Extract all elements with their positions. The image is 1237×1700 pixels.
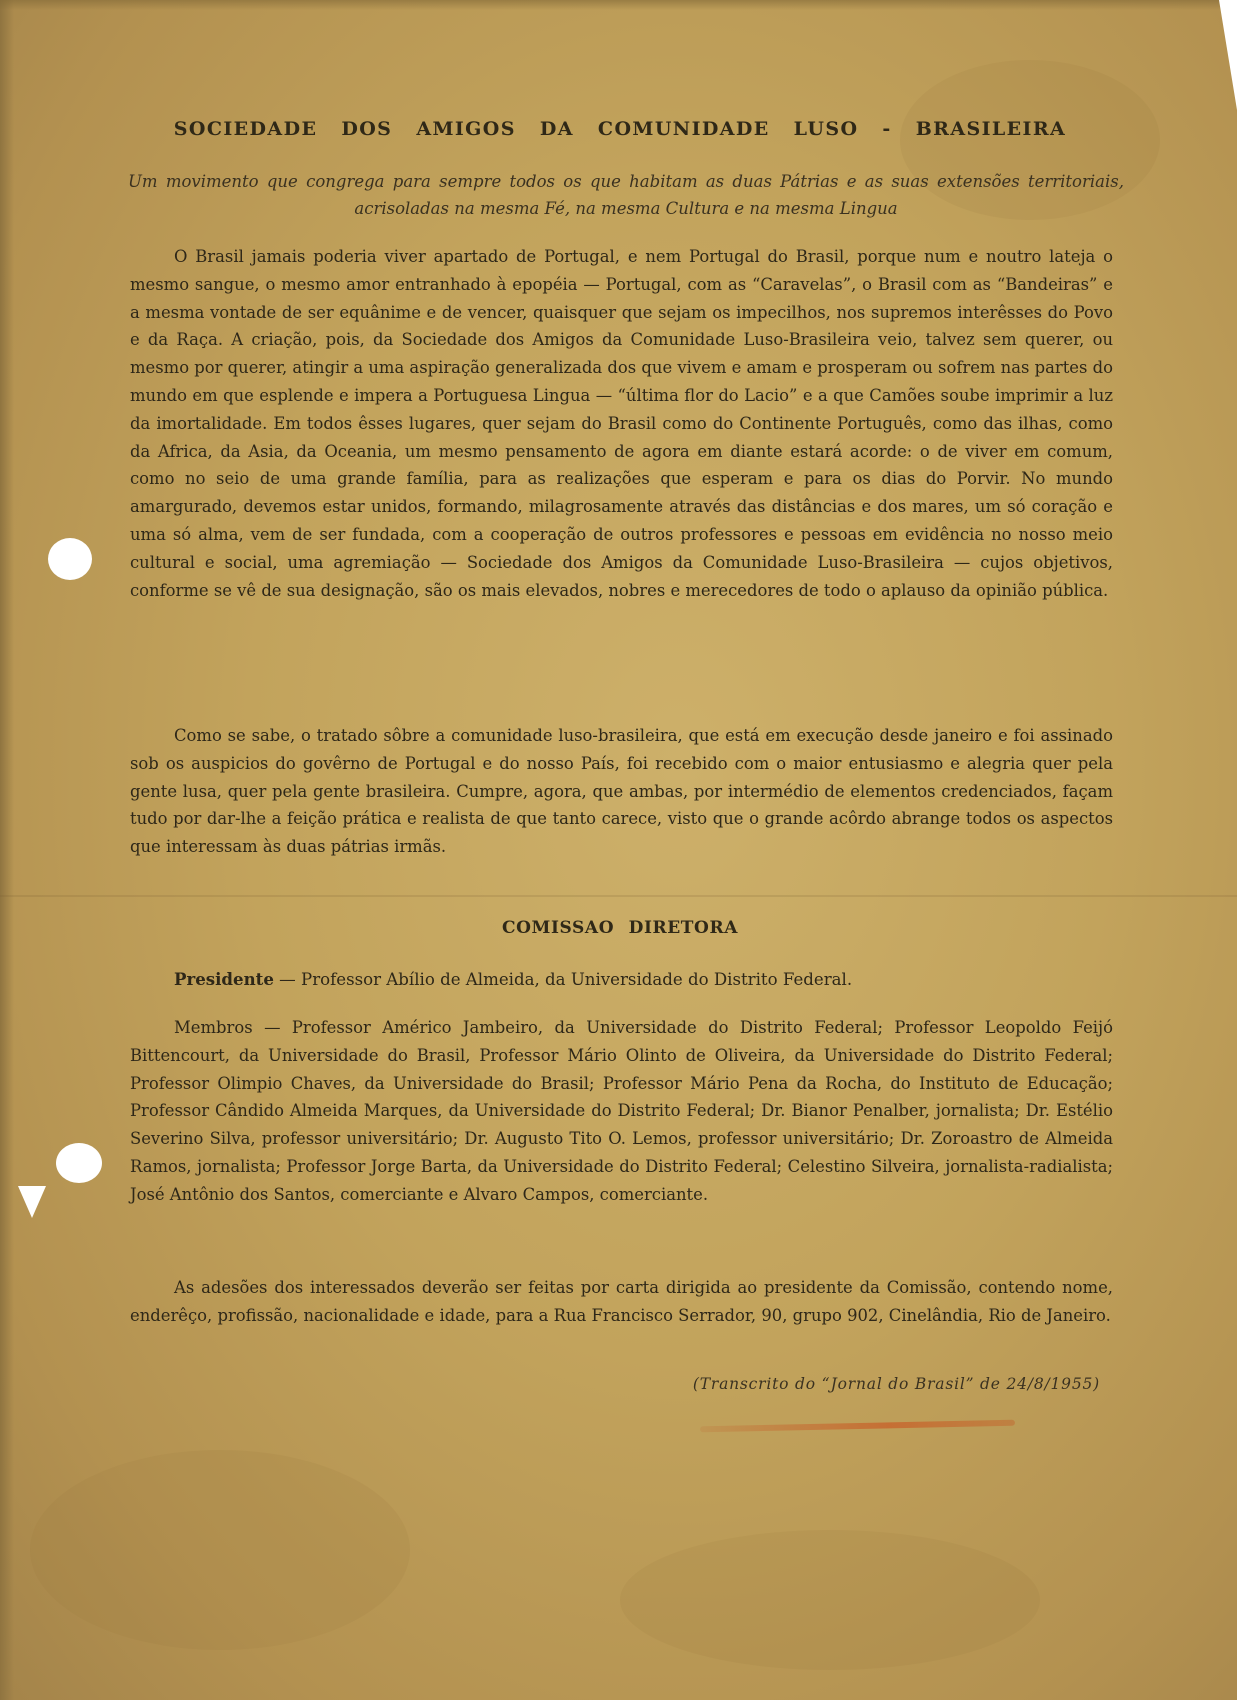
paper-stain — [30, 1450, 410, 1650]
president-text: — Professor Abílio de Almeida, da Universidade do Distrito Federal. — [279, 970, 853, 989]
paragraph-text: Como se sabe, o tratado sôbre a comunidade luso-brasileira, que está em execução desde janeiro e foi assinado sob os auspicios do govêrno de Portugal e do nosso País, foi recebido com o maior entusiasmo e alegria quer pela gente lusa, quer pela gente brasileira. Cumpre, agora, que ambas, por intermédio de elementos credenciados, façam tudo por dar-lhe a feição prática e realista de que tanto carece, visto que o grande acôrdo abrange todos os aspectos que interessam às duas pátrias irmãs. — [130, 726, 1113, 857]
ink-underline-mark — [700, 1420, 1015, 1433]
organization-title: SOCIEDADE DOS AMIGOS DA COMUNIDADE LUSO - BRASILEIRA — [173, 118, 1067, 140]
president-entry — [174, 965, 1114, 994]
members-text: — Professor Américo Jambeiro, da Universidade do Distrito Federal; Professor Leopoldo Feijó Bittencourt, da Universidade do Brasil, Professor Mário Olinto de Oliveira, da Universidade do Distrito Federal; Professor Olimpio Chaves, da Universidade do Brasil; Professor Mário Pena da Rocha, do Instituto de Educação; Professor Cândido Almeida Marques, da Universidade do Distrito Federal; Dr. Bianor Penalber, jornalista; Dr. Estélio Severino Silva, professor universitário; Dr. Augusto Tito O. Lemos, professor universitário; Dr. Zoroastro de Almeida Ramos, jornalista; Professor Jorge Barta, da Universidade do Distrito Federal; Celestino Silveira, jornalista-radialista; José Antônio dos Santos, comerciante e Alvaro Campos, comerciante. — [130, 1018, 1114, 1204]
punch-hole-tear — [18, 1186, 46, 1218]
punch-hole — [56, 1143, 102, 1183]
paper-stain — [620, 1530, 1040, 1670]
source-citation: (Transcrito do “Jornal do Brasil” de 24/8/1955) — [692, 1375, 1100, 1393]
commission-heading: COMISSAO DIRETORA — [502, 918, 738, 938]
president-label: Presidente — [174, 969, 274, 989]
adhesion-paragraph — [130, 1274, 1113, 1330]
members-label: Membros — [174, 1018, 253, 1037]
punch-hole — [48, 538, 92, 580]
treaty-paragraph — [130, 722, 1113, 861]
organization-subtitle: Um movimento que congrega para sempre todos os que habitam as duas Pátrias e as suas extensões territoriais, acrisoladas na mesma Fé, na mesma Cultura e na mesma Lingua — [128, 172, 1124, 218]
intro-paragraph — [130, 243, 1113, 604]
torn-corner — [1219, 0, 1237, 110]
paper-edge-shadow — [0, 0, 1237, 10]
paragraph-text: O Brasil jamais poderia viver apartado de Portugal, e nem Portugal do Brasil, porque num e noutro lateja o mesmo sangue, o mesmo amor entranhado à epopéia — Portugal, com as “Caravelas”, o Brasil com as “Bandeiras” e a mesma vontade de ser equânime e de vencer, quaisquer que sejam os impecilhos, nos supremos interêsses do Povo e da Raça. A criação, pois, da Sociedade dos Amigos da Comunidade Luso-Brasileira veio, talvez sem querer, ou mesmo por querer, atingir a uma aspiração generalizada dos que vivem e amam e prosperam ou sofrem nas partes do mundo em que esplende e impera a Portuguesa Lingua — “última flor do Lacio” e a que Camões soube imprimir a luz da imortalidade. Em todos êsses lugares, quer sejam do Brasil como do Continente Português, como das ilhas, como da Africa, da Asia, da Oceania, um mesmo pensamento de agora em diante estará acorde: o de viver em comum, como no seio de uma grande família, para as realizações que esperam e para os dias do Porvir. No mundo amargurado, devemos estar unidos, formando, milagrosamente através das distâncias e dos mares, um só coração e uma só alma, vem de ser fundada, com a cooperação de outros professores e pessoas em evidência no nosso meio cultural e social, uma agremiação — Sociedade dos Amigos da Comunidade Luso-Brasileira — cujos objetivos, conforme se vê de sua designação, são os mais elevados, nobres e merecedores de todo o aplauso da opinião pública. — [130, 247, 1113, 600]
paragraph-text: As adesões dos interessados deverão ser feitas por carta dirigida ao presidente da Comissão, contendo nome, enderêço, profissão, nacionalidade e idade, para a Rua Francisco Serrador, 90, grupo 902, Cinelândia, Rio de Janeiro. — [130, 1278, 1113, 1325]
members-entry — [130, 1014, 1113, 1209]
paper-edge-shadow — [0, 0, 14, 1700]
paper-fold-line — [0, 895, 1237, 897]
